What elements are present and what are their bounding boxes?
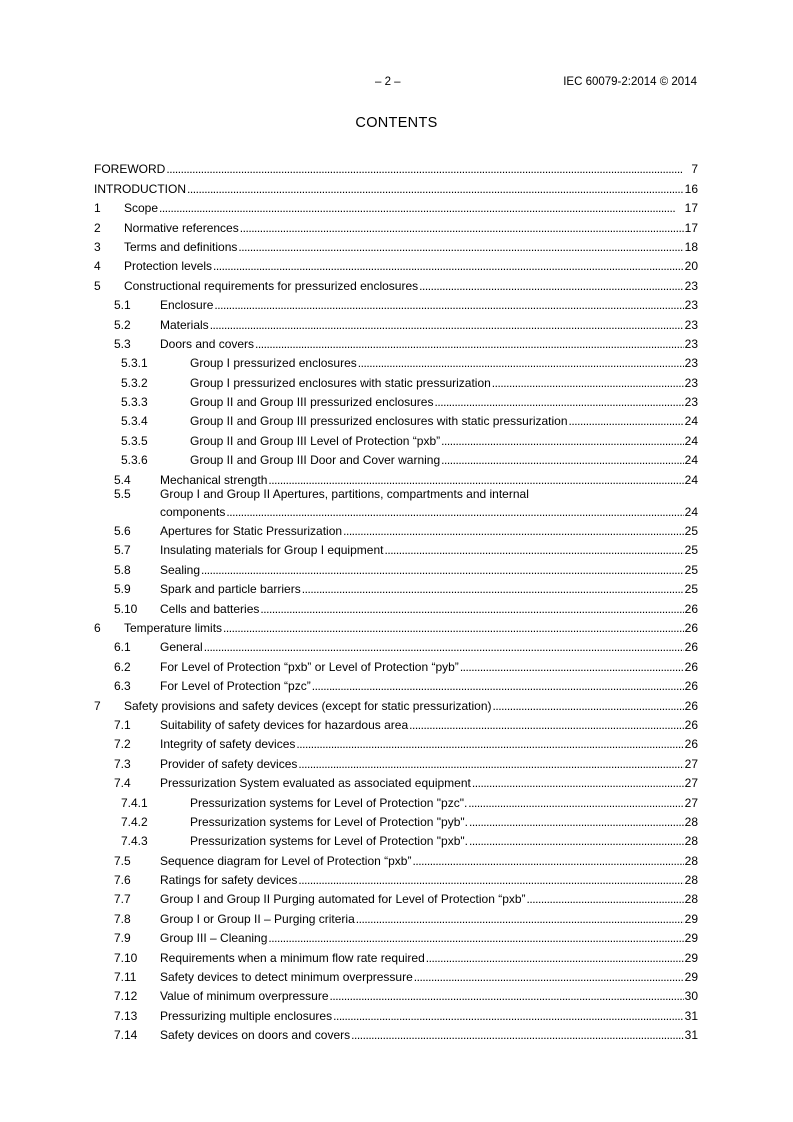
toc-entry-page: 17 xyxy=(684,201,698,216)
dot-leader xyxy=(330,989,684,1003)
toc-entry-number: 7.4.1 xyxy=(121,795,148,810)
toc-entry-page: 7 xyxy=(691,162,698,177)
toc-entry[interactable] xyxy=(94,312,698,331)
toc-entry[interactable] xyxy=(94,713,698,732)
toc-entry-number: 5.3.5 xyxy=(121,433,148,448)
toc-entry-title: Apertures for Static Pressurization xyxy=(160,524,343,539)
dot-leader xyxy=(468,796,683,810)
dot-leader xyxy=(223,621,684,635)
toc-entry-page: 16 xyxy=(684,181,698,196)
dot-leader xyxy=(343,524,684,538)
toc-entry[interactable] xyxy=(94,577,698,596)
toc-entry-page: 26 xyxy=(684,698,698,713)
dot-leader xyxy=(419,279,684,293)
toc-entry-title: Value of minimum overpressure xyxy=(160,989,329,1004)
toc-entry-number: 7.11 xyxy=(114,970,137,985)
dot-leader xyxy=(204,640,684,654)
toc-entry-number: 5.9 xyxy=(114,582,131,597)
toc-entry-number: 5.2 xyxy=(114,317,131,332)
toc-entry-page: 26 xyxy=(684,620,698,635)
toc-entry-title: Integrity of safety devices xyxy=(160,737,296,752)
toc-entry-page: 23 xyxy=(684,298,698,313)
dot-leader xyxy=(333,1009,684,1023)
toc-entry-page: 25 xyxy=(684,582,698,597)
toc-entry-number: 7.9 xyxy=(114,931,131,946)
dot-leader xyxy=(268,473,683,487)
toc-entry-page: 26 xyxy=(684,659,698,674)
toc-entry-page: 29 xyxy=(684,970,698,985)
toc-entry[interactable] xyxy=(94,409,698,428)
toc-entry[interactable] xyxy=(94,868,698,887)
toc-entry-number: 7.6 xyxy=(114,873,131,888)
toc-entry-page: 28 xyxy=(684,834,698,849)
toc-entry[interactable] xyxy=(94,176,698,195)
dot-leader xyxy=(358,356,684,370)
toc-entry-page: 23 xyxy=(684,336,698,351)
toc-entry-title: Safety provisions and safety devices (except for static pressurization) xyxy=(124,698,492,713)
dot-leader xyxy=(214,298,683,312)
toc-entry-page: 27 xyxy=(684,795,698,810)
toc-entry[interactable] xyxy=(94,771,698,790)
dot-leader xyxy=(159,201,684,215)
toc-entry-number: 5.3 xyxy=(114,336,131,351)
toc-entry-page: 26 xyxy=(684,737,698,752)
toc-entry-page: 24 xyxy=(684,433,698,448)
toc-entry-page: 23 xyxy=(684,356,698,371)
toc-entry-number: 6 xyxy=(94,620,101,635)
toc-entry-title: Pressurization systems for Level of Protection "pyb". xyxy=(190,814,468,829)
toc-entry[interactable] xyxy=(94,965,698,984)
toc-entry[interactable] xyxy=(94,732,698,751)
toc-entry-number: 1 xyxy=(94,201,101,216)
toc-entry[interactable] xyxy=(94,467,698,486)
toc-entry-page: 28 xyxy=(684,814,698,829)
toc-entry[interactable] xyxy=(94,654,698,673)
toc-entry-page: 29 xyxy=(684,931,698,946)
dot-leader xyxy=(441,453,684,467)
toc-entry-title: Terms and definitions xyxy=(124,239,238,254)
toc-entry-number: 5.4 xyxy=(114,472,131,487)
toc-entry[interactable] xyxy=(94,616,698,635)
dot-leader xyxy=(527,892,684,906)
toc-entry-title: Insulating materials for Group I equipment xyxy=(160,543,384,558)
toc-entry-number: 5.3.3 xyxy=(121,395,148,410)
page-title: CONTENTS xyxy=(355,115,438,131)
toc-entry-page: 23 xyxy=(684,375,698,390)
toc-entry-title: Constructional requirements for pressurized enclosures xyxy=(124,278,419,293)
toc-entry-page: 20 xyxy=(684,259,698,274)
dot-leader xyxy=(351,1028,684,1042)
toc-entry[interactable] xyxy=(94,428,698,447)
toc-entry-title: Provider of safety devices xyxy=(160,756,298,771)
toc-entry-page: 28 xyxy=(684,873,698,888)
toc-entry[interactable] xyxy=(94,1023,698,1042)
toc-entry[interactable] xyxy=(94,635,698,654)
toc-entry-title: Group I pressurized enclosures xyxy=(190,356,357,371)
toc-entry-page: 24 xyxy=(684,453,698,468)
dot-leader xyxy=(268,931,683,945)
toc-entry-title: Requirements when a minimum flow rate required xyxy=(160,950,425,965)
toc-entry[interactable] xyxy=(94,790,698,809)
toc-entry-title-continued: components xyxy=(160,504,226,519)
toc-entry-page: 30 xyxy=(684,989,698,1004)
toc-entry-title: INTRODUCTION xyxy=(94,181,186,196)
toc-entry-title: Pressurizing multiple enclosures xyxy=(160,1008,333,1023)
dot-leader xyxy=(469,815,684,829)
toc-entry-page: 27 xyxy=(684,756,698,771)
toc-entry[interactable] xyxy=(94,926,698,945)
dot-leader xyxy=(472,776,684,790)
toc-entry-page: 29 xyxy=(684,911,698,926)
toc-entry-title: Ratings for safety devices xyxy=(160,873,298,888)
toc-entry-number: 6.3 xyxy=(114,679,131,694)
toc-entry-title: Scope xyxy=(124,201,159,216)
toc-entry[interactable] xyxy=(94,887,698,906)
toc-entry-page: 17 xyxy=(684,220,698,235)
toc-entry[interactable] xyxy=(94,254,698,273)
toc-entry-title: Normative references xyxy=(124,220,239,235)
toc-entry[interactable] xyxy=(94,273,698,292)
toc-entry[interactable] xyxy=(94,332,698,351)
toc-entry-number: 5.8 xyxy=(114,562,131,577)
toc-entry-number: 6.1 xyxy=(114,640,131,655)
toc-entry-title: Safety devices on doors and covers xyxy=(160,1028,351,1043)
toc-entry-number: 7.4 xyxy=(114,776,131,791)
toc-entry-title: Group II and Group III pressurized enclosures xyxy=(190,395,434,410)
toc-entry[interactable] xyxy=(94,751,698,770)
toc-entry-page: 28 xyxy=(684,892,698,907)
toc-entry-page: 27 xyxy=(684,776,698,791)
dot-leader xyxy=(240,221,684,235)
toc-entry[interactable] xyxy=(94,945,698,964)
toc-entry-title: Pressurization System evaluated as associated equipment xyxy=(160,776,471,791)
toc-entry-number: 5 xyxy=(94,278,101,293)
toc-entry-title: Group I and Group II Purging automated for Level of Protection “pxb” xyxy=(160,892,526,907)
toc-entry-title: Enclosure xyxy=(160,298,214,313)
toc-entry-title: General xyxy=(160,640,203,655)
dot-leader xyxy=(384,543,683,557)
toc-entry[interactable] xyxy=(94,693,698,712)
dot-leader xyxy=(166,162,690,176)
toc-entry[interactable] xyxy=(94,538,698,557)
toc-entry-title: Doors and covers xyxy=(160,336,255,351)
toc-entry[interactable] xyxy=(94,984,698,1003)
toc-entry[interactable] xyxy=(94,906,698,925)
toc-entry-title: Spark and particle barriers xyxy=(160,582,301,597)
toc-entry-page: 29 xyxy=(684,950,698,965)
dot-leader xyxy=(356,912,684,926)
dot-leader xyxy=(469,834,684,848)
toc-entry-page: 25 xyxy=(684,524,698,539)
toc-entry-number: 7.4.2 xyxy=(121,814,148,829)
page-header xyxy=(0,76,793,92)
dot-leader xyxy=(414,970,684,984)
dot-leader xyxy=(298,757,683,771)
dot-leader xyxy=(426,951,684,965)
toc-entry-title: For Level of Protection “pxb” or Level of Protection “pyb” xyxy=(160,659,459,674)
toc-entry-number: 7.4.3 xyxy=(121,834,148,849)
toc-entry-title: Pressurization systems for Level of Protection "pzc". xyxy=(190,795,468,810)
toc-entry-page: 24 xyxy=(684,414,698,429)
toc-entry-number: 4 xyxy=(94,259,101,274)
dot-leader xyxy=(493,699,684,713)
toc-entry[interactable] xyxy=(94,810,698,829)
toc-entry-page: 31 xyxy=(684,1008,698,1023)
toc-entry-number: 7.7 xyxy=(114,892,131,907)
toc-entry-page: 24 xyxy=(684,472,698,487)
toc-entry[interactable] xyxy=(94,370,698,389)
dot-leader xyxy=(213,259,684,273)
dot-leader xyxy=(201,563,684,577)
toc-entry-page: 26 xyxy=(684,679,698,694)
dot-leader xyxy=(238,240,683,254)
toc-entry-page: 23 xyxy=(684,395,698,410)
toc-entry-title: Group II and Group III Level of Protection “pxb” xyxy=(190,433,441,448)
dot-leader xyxy=(210,318,684,332)
toc-entry-title: Cells and batteries xyxy=(160,601,260,616)
toc-entry-title: For Level of Protection “pzc” xyxy=(160,679,311,694)
toc-entry-number: 7.10 xyxy=(114,950,138,965)
toc-entry-number: 5.3.4 xyxy=(121,414,148,429)
toc-entry-number: 3 xyxy=(94,239,101,254)
dot-leader xyxy=(255,337,684,351)
table-of-contents xyxy=(94,157,698,1042)
dot-leader xyxy=(409,718,684,732)
toc-entry-page: 25 xyxy=(684,543,698,558)
dot-leader xyxy=(260,602,683,616)
toc-entry-number: 7.14 xyxy=(114,1028,138,1043)
toc-entry-number: 5.5 xyxy=(114,486,131,501)
dot-leader xyxy=(441,434,684,448)
toc-entry[interactable] xyxy=(94,1003,698,1022)
toc-entry-number: 7.12 xyxy=(114,989,138,1004)
dot-leader xyxy=(226,505,683,519)
toc-entry-number: 5.7 xyxy=(114,543,131,558)
toc-entry-title: Suitability of safety devices for hazardous area xyxy=(160,717,409,732)
toc-entry-number: 5.1 xyxy=(114,298,131,313)
toc-entry[interactable] xyxy=(94,448,698,467)
toc-entry[interactable] xyxy=(94,157,698,176)
toc-entry[interactable] xyxy=(94,215,698,234)
toc-entry-title: Group I and Group II Apertures, partitions, compartments and internal xyxy=(160,486,529,501)
toc-entry-number: 5.3.6 xyxy=(121,453,148,468)
toc-entry-title: Temperature limits xyxy=(124,620,223,635)
toc-entry[interactable] xyxy=(94,196,698,215)
toc-entry[interactable] xyxy=(94,487,698,519)
toc-entry[interactable] xyxy=(94,596,698,615)
toc-entry-title: Group I or Group II – Purging criteria xyxy=(160,911,355,926)
toc-entry[interactable] xyxy=(94,674,698,693)
toc-entry-page: 28 xyxy=(684,853,698,868)
toc-entry-page: 31 xyxy=(684,1028,698,1043)
toc-entry-page: 24 xyxy=(684,504,698,519)
toc-entry-page: 18 xyxy=(684,239,698,254)
dot-leader xyxy=(312,679,684,693)
toc-entry-page: 25 xyxy=(684,562,698,577)
toc-entry-number: 5.3.2 xyxy=(121,375,148,390)
toc-entry-number: 2 xyxy=(94,220,101,235)
dot-leader xyxy=(296,737,683,751)
toc-entry-title: Sequence diagram for Level of Protection “pxb” xyxy=(160,853,412,868)
toc-entry[interactable] xyxy=(94,848,698,867)
toc-entry-number: 7.13 xyxy=(114,1008,138,1023)
toc-entry-number: 5.3.1 xyxy=(121,356,148,371)
toc-entry-title: Group I pressurized enclosures with static pressurization xyxy=(190,375,491,390)
toc-entry[interactable] xyxy=(94,293,698,312)
dot-leader xyxy=(187,182,684,196)
toc-entry-title: FOREWORD xyxy=(94,162,166,177)
toc-entry[interactable] xyxy=(94,235,698,254)
toc-entry-number: 7 xyxy=(94,698,101,713)
toc-entry-number: 5.6 xyxy=(114,524,131,539)
toc-entry[interactable] xyxy=(94,351,698,370)
toc-entry-number: 7.3 xyxy=(114,756,131,771)
toc-entry-number: 7.1 xyxy=(114,717,131,732)
toc-entry-number: 7.2 xyxy=(114,737,131,752)
toc-entry-title: Group II and Group III Door and Cover warning xyxy=(190,453,441,468)
dot-leader xyxy=(460,660,684,674)
toc-entry-number: 7.8 xyxy=(114,911,131,926)
dot-leader xyxy=(412,854,683,868)
toc-entry-title: Sealing xyxy=(160,562,201,577)
standard-reference: IEC 60079-2:2014 © 2014 xyxy=(563,76,697,88)
page-number: – 2 – xyxy=(375,76,401,88)
dot-leader xyxy=(302,582,684,596)
toc-entry-page: 26 xyxy=(684,717,698,732)
toc-entry-title: Safety devices to detect minimum overpressure xyxy=(160,970,413,985)
toc-entry[interactable] xyxy=(94,519,698,538)
toc-entry-number: 6.2 xyxy=(114,659,131,674)
toc-entry-title: Group II and Group III pressurized enclosures with static pressurization xyxy=(190,414,568,429)
dot-leader xyxy=(569,414,684,428)
toc-entry[interactable] xyxy=(94,390,698,409)
toc-entry[interactable] xyxy=(94,557,698,576)
toc-entry-page: 23 xyxy=(684,278,698,293)
toc-entry-title: Group III – Cleaning xyxy=(160,931,268,946)
toc-entry-title: Pressurization systems for Level of Protection "pxb". xyxy=(190,834,468,849)
dot-leader xyxy=(298,873,683,887)
dot-leader xyxy=(492,376,684,390)
toc-entry[interactable] xyxy=(94,829,698,848)
toc-entry-number: 5.10 xyxy=(114,601,138,616)
toc-entry-title: Protection levels xyxy=(124,259,213,274)
dot-leader xyxy=(434,395,683,409)
toc-entry-page: 23 xyxy=(684,317,698,332)
toc-entry-page: 26 xyxy=(684,601,698,616)
toc-entry-page: 26 xyxy=(684,640,698,655)
toc-entry-number: 7.5 xyxy=(114,853,131,868)
toc-entry-title: Mechanical strength xyxy=(160,472,268,487)
toc-entry-title: Materials xyxy=(160,317,209,332)
